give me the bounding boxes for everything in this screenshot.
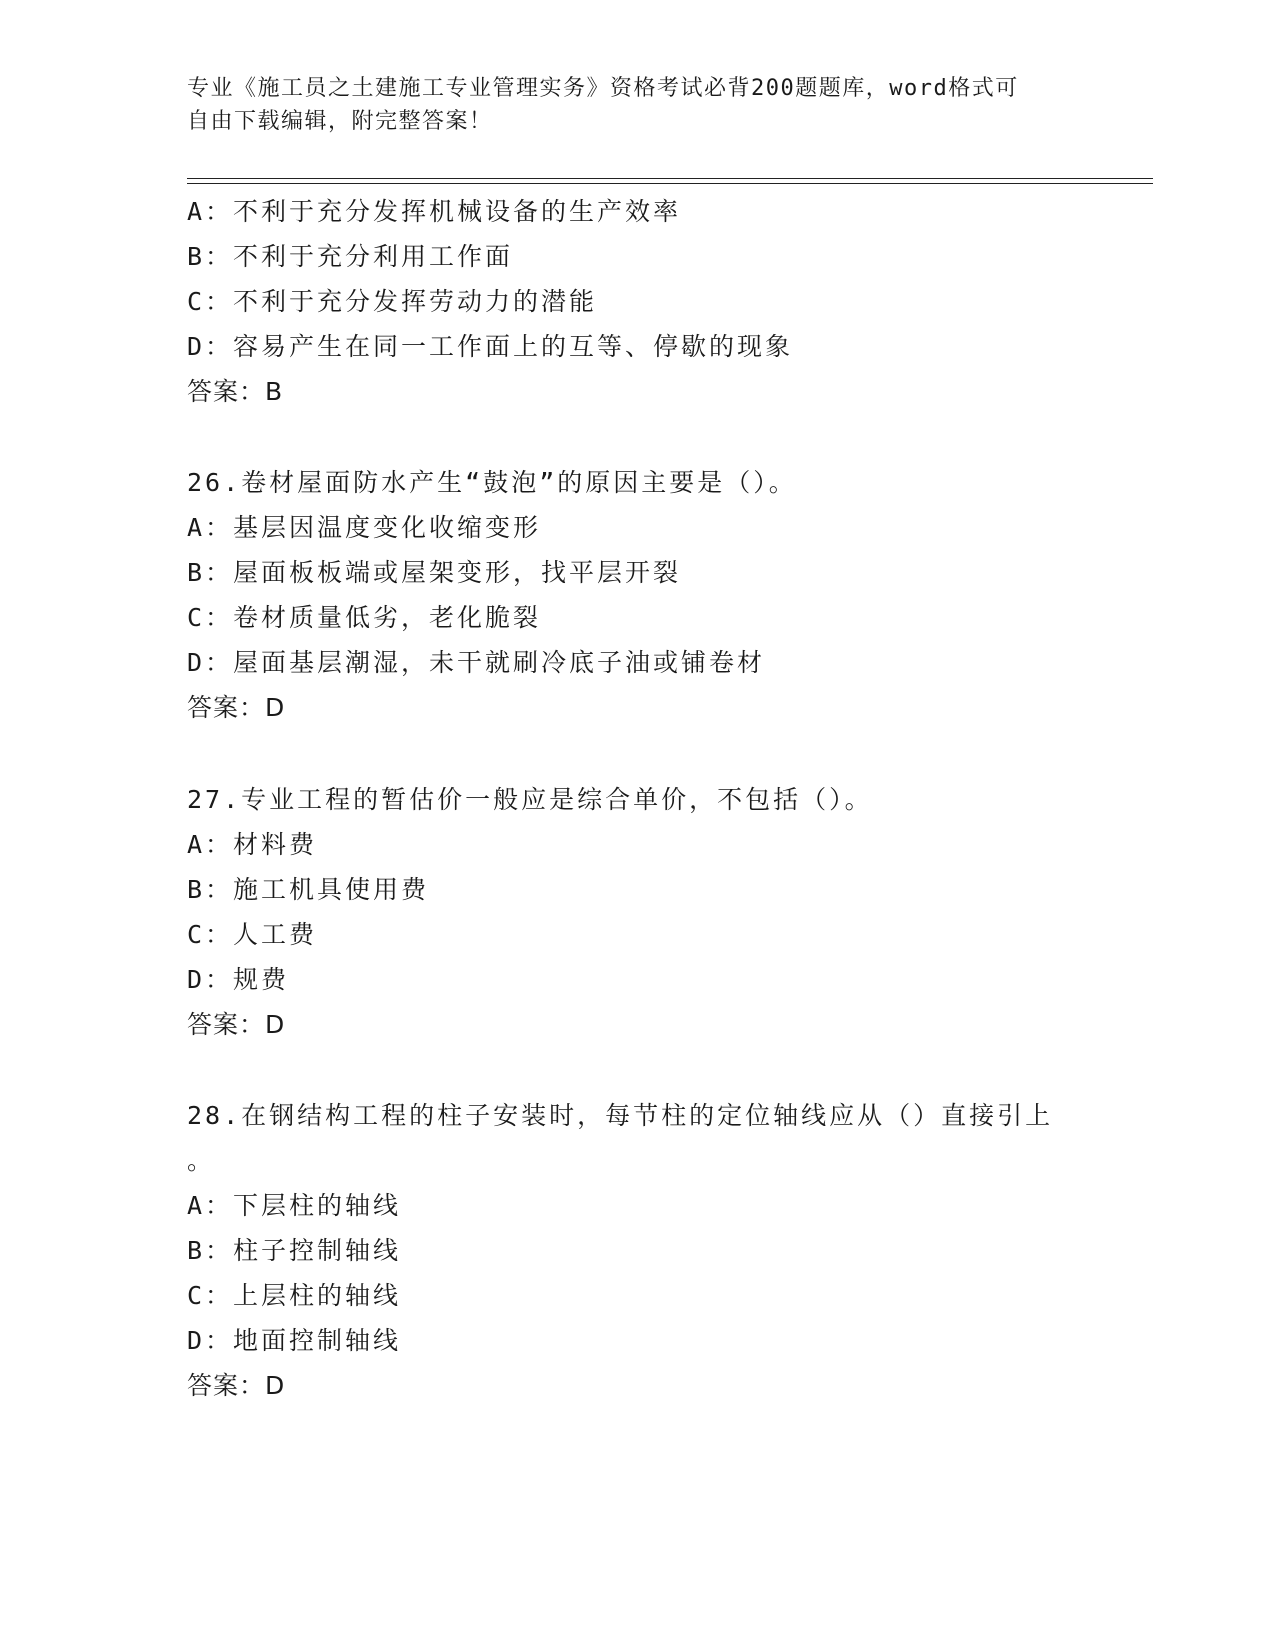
q25-option-d: D：容易产生在同一工作面上的互等、停歇的现象 bbox=[187, 332, 794, 361]
q27-question: 27.专业工程的暂估价一般应是综合单价，不包括（）。 bbox=[187, 785, 873, 814]
q26-option-d: D：屋面基层潮湿，未干就刷冷底子油或铺卷材 bbox=[187, 648, 766, 677]
header-divider-top bbox=[187, 178, 1153, 179]
q28-option-d: D：地面控制轴线 bbox=[187, 1326, 402, 1355]
q26-answer: 答案：D bbox=[187, 693, 286, 722]
q28-question-line-2: 。 bbox=[187, 1146, 216, 1175]
q26-question: 26.卷材屋面防水产生“鼓泡”的原因主要是（）。 bbox=[187, 468, 797, 497]
q27-option-c: C：人工费 bbox=[187, 920, 318, 949]
q28-question-line-1: 28.在钢结构工程的柱子安装时，每节柱的定位轴线应从（）直接引上 bbox=[187, 1101, 1054, 1130]
q26-option-b: B：屋面板板端或屋架变形，找平层开裂 bbox=[187, 558, 682, 587]
q26-option-c: C：卷材质量低劣，老化脆裂 bbox=[187, 603, 542, 632]
q28-option-a: A：下层柱的轴线 bbox=[187, 1191, 402, 1220]
q27-option-d: D：规费 bbox=[187, 965, 290, 994]
header-divider-bottom bbox=[187, 183, 1153, 184]
header-title-line-1: 专业《施工员之土建施工专业管理实务》资格考试必背200题题库，word格式可 bbox=[187, 76, 1019, 101]
document-header bbox=[187, 72, 1087, 138]
q27-option-a: A：材料费 bbox=[187, 830, 318, 859]
q27-option-b: B：施工机具使用费 bbox=[187, 875, 430, 904]
header-title-line-2: 自由下载编辑，附完整答案！ bbox=[187, 109, 493, 134]
q25-option-c: C：不利于充分发挥劳动力的潜能 bbox=[187, 287, 598, 316]
q28-answer: 答案：D bbox=[187, 1371, 286, 1400]
q25-option-b: B：不利于充分利用工作面 bbox=[187, 242, 514, 271]
q27-answer: 答案：D bbox=[187, 1010, 286, 1039]
q26-option-a: A：基层因温度变化收缩变形 bbox=[187, 513, 542, 542]
q28-option-c: C：上层柱的轴线 bbox=[187, 1281, 402, 1310]
q25-answer: 答案：B bbox=[187, 377, 284, 406]
q25-option-a: A：不利于充分发挥机械设备的生产效率 bbox=[187, 197, 682, 226]
q28-option-b: B：柱子控制轴线 bbox=[187, 1236, 402, 1265]
